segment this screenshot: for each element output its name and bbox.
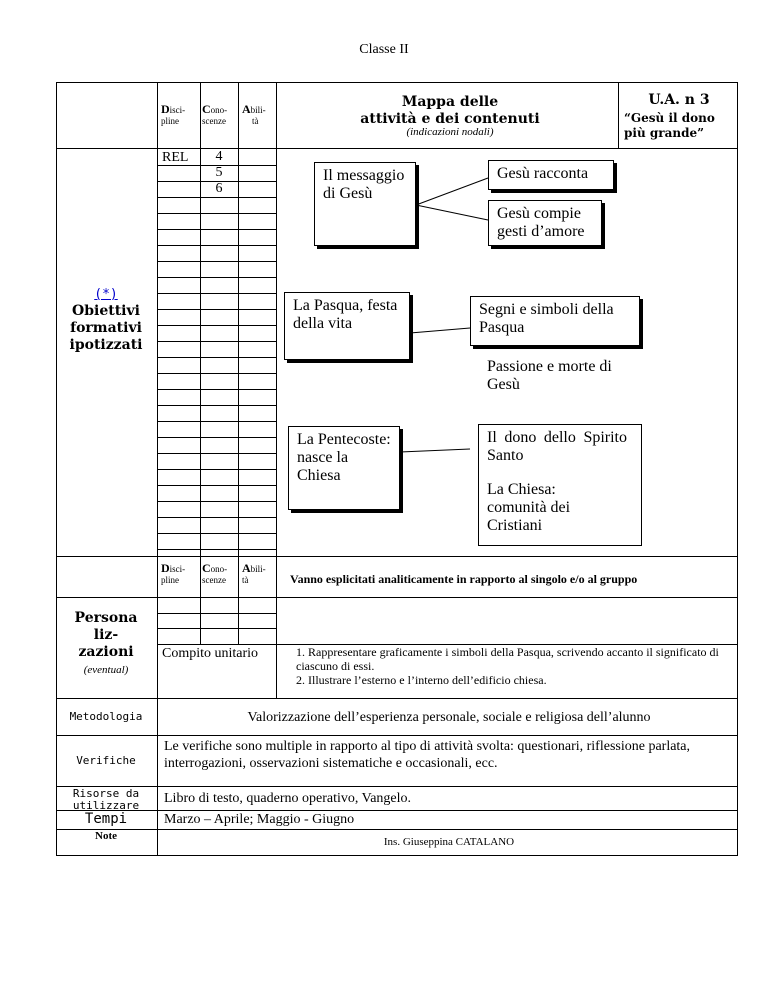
conoscenza-6: 6 [215,181,223,196]
node-segni-simboli: Segni e simboli della Pasqua [470,296,640,346]
risorse-label: Risorse da utilizzare [72,787,140,812]
conoscenze-header-2: Cono- scenze [202,561,228,585]
tempi-label: Tempi [84,811,128,827]
node-gesu-compie: Gesù compie gesti d’amore [488,200,602,246]
note-text: Ins. Giuseppina CATALANO [383,836,515,848]
compito-item-2: 2. Illustrare l’esterno e l’interno dell’edificio chiesa. [296,673,547,687]
map-subtitle: (indicazioni nodali) [406,126,494,138]
note-label: Note [95,830,117,842]
map-title: Mappa delle attività e dei contenuti [360,94,540,127]
discipline-header-2: Disci- pline [161,561,186,585]
node-chiesa-comunita: La Chiesa: comunità dei Cristiani [487,481,571,534]
discipline-value: REL [162,150,189,165]
conoscenze-header: Cono- scenze [202,102,228,126]
persona-label: Persona liz- zazioni (eventual) [74,610,138,676]
page-header: Classe II [359,42,409,57]
abilita-header-2: Abili- tà [242,561,266,585]
compito-label: Compito unitario [162,646,259,661]
tempi-text: Marzo – Aprile; Maggio - Giugno [164,812,355,827]
compito-items [296,645,736,687]
node-messaggio: Il messaggio di Gesù [314,162,416,246]
abilita-header: Abili- tà [242,102,266,126]
node-dono-spirito: Il dono dello Spirito Santo [487,429,627,464]
compito-item-1: 1. Rappresentare graficamente i simboli della Pasqua, scrivendo accanto il significato di ciascuno di essi. [296,645,719,673]
vanno-note: Vanno esplicitati analiticamente in rapporto al singolo e/o al gruppo [290,572,638,586]
verifiche-label: Verifiche [76,754,136,767]
risorse-text: Libro di testo, quaderno operativo, Vangelo. [164,791,412,806]
node-gesu-racconta: Gesù racconta [488,160,614,190]
node-pentecoste: La Pentecoste: nasce la Chiesa [288,426,400,510]
node-group-pentecoste [478,424,642,546]
verifiche-text: Le verifiche sono multiple in rapporto al tipo di attività svolta: questionari, riflessione parlata, interrogazioni, osservazioni sistematiche e occasionali, ecc. [164,739,691,771]
node-pasqua: La Pasqua, festa della vita [284,292,410,360]
ua-title: U.A. n 3 [648,92,710,108]
conoscenza-5: 5 [215,165,223,180]
conoscenza-4: 4 [215,149,223,164]
node-passione: Passione e morte di Gesù [487,358,612,393]
discipline-header: Disci- pline [161,102,186,126]
metodologia-label: Metodologia [69,710,143,723]
metodologia-text: Valorizzazione dell’esperienza personale, sociale e religiosa dell’alunno [247,710,651,725]
objectives-link[interactable]: (*) [94,287,118,302]
objectives-label: (*) Obiettivi formativi ipotizzati [69,287,143,353]
ua-subtitle: “Gesù il dono più grande” [624,111,715,140]
